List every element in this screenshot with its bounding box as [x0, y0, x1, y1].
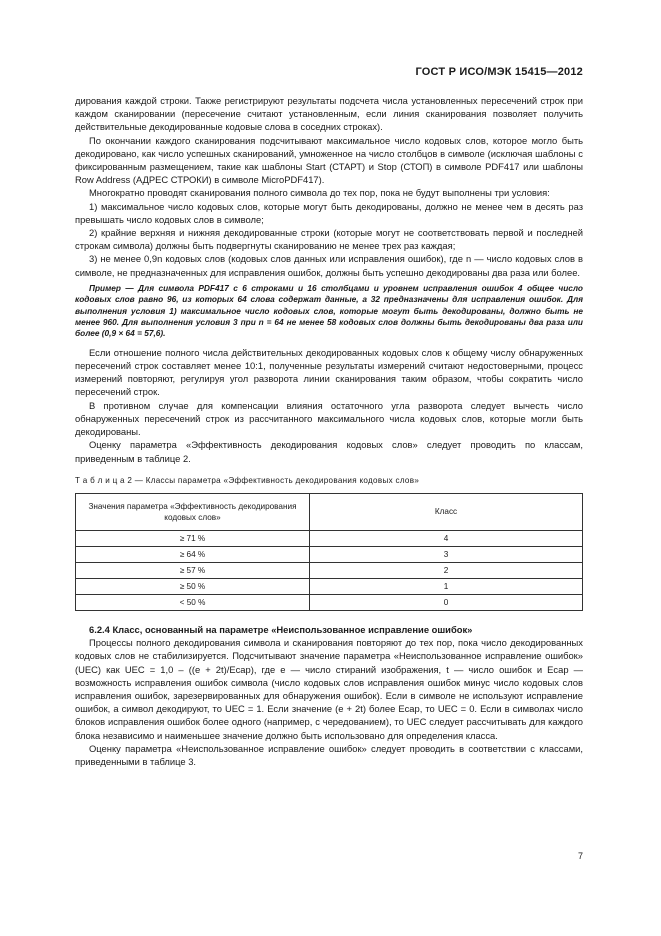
- table-caption: Т а б л и ц а 2 — Классы параметра «Эффективность декодирования кодовых слов»: [75, 475, 420, 485]
- table-cell: 1: [310, 578, 583, 594]
- table-cell: 4: [310, 530, 583, 546]
- table-header-cell: Класс: [310, 493, 583, 530]
- table-row: [76, 546, 583, 562]
- paragraph: Многократно проводят сканирования полного символа до тех пор, пока не будут выполнены три условия:: [89, 187, 550, 199]
- table-cell: < 50 %: [76, 594, 310, 610]
- list-item: 2) крайние верхняя и нижняя декодированные строки (которые могут не соответствовать первой и последней строкам символа) должны быть подвергнуты сканированию не менее трех раз каждая;: [75, 227, 583, 252]
- paragraph: дирования каждой строки. Также регистрируют результаты подсчета числа установленных пересечений строк при каждом сканировании (пересечение считают установленным, если линия сканирования позволяет получить действительные декодированные кодовые слова в соседних строках).: [75, 95, 583, 133]
- paragraph: Если отношение полного числа действительных декодированных кодовых слов к общему числу обнаруженных пересечений строк составляет менее 10:1, полученные результаты измерений считают недостоверными, процесс измерений повторяют, регулируя угол разворота линии сканирования таким образом, чтобы сократить число пересечений строк.: [75, 346, 583, 398]
- table-cell: 2: [310, 562, 583, 578]
- paragraph: Процессы полного декодирования символа и сканирования повторяют до тех пор, пока число декодированных кодовых слов не стабилизируется. Подсчитывают значение параметра «Неиспользованное исправление ошибок» (UEC) как UEC = 1,0 – ((e + 2t)/Eсар), где e — число стираний изображения, t — число ошибок и Eсар — возможность исправления ошибок символа (число кодовых слов исправления ошибок минус число кодовых слов исправления ошибок, зарезервированных для обнаружения ошибок). Если в символе не используют исправление ошибок, а символ декодируют, то UEC = 1. Если значение (e + 2t) более Eсар, то UEC = 0. Если в символах число блоков исправления ошибок более одного (например, с чередованием), то UEC следует рассчитывать для каждого блока независимо и наименьшее значение должно быть использовано для определения класса.: [75, 637, 583, 741]
- table-cell: ≥ 50 %: [76, 578, 310, 594]
- example-note: Пример — Для символа PDF417 с 6 строками и 16 столбцами и уровнем исправления ошибок 4 общее число кодовых слов равно 96, из которых 64 слова содержат данные, а 32 предназначены для исправления ошибок. Для выполнения условия 1) максимальное число кодовых слов, которые могут быть декодированы, должно быть не менее 960. Для выполнения условия 3 при n = 64 не менее 58 кодовых слов должны быть декодированы два раза или более (0,9 × 64 = 57,6).: [75, 282, 583, 339]
- body-text: [75, 94, 583, 768]
- table-header-row: [76, 493, 583, 530]
- table-cell: ≥ 57 %: [76, 562, 310, 578]
- table-row: [76, 562, 583, 578]
- list-item: 3) не менее 0,9n кодовых слов (кодовых слов данных или исправления ошибок), где n — число кодовых слов в символе, не предназначенных для исправления ошибок, должны быть успешно декодированы два раза или более.: [75, 253, 583, 278]
- paragraph: Оценку параметра «Эффективность декодирования кодовых слов» следует проводить по классам, приведенным в таблице 2.: [75, 439, 583, 464]
- table-row: [76, 594, 583, 610]
- page-number: 7: [577, 851, 583, 861]
- table-cell: ≥ 64 %: [76, 546, 310, 562]
- table-row: [76, 530, 583, 546]
- paragraph: По окончании каждого сканирования подсчитывают максимальное число кодовых слов, которое могло быть декодировано, как число успешных сканирований, умноженное на число столбцов в символе (исключая шаблоны с фиксированным размещением, такие как шаблоны Start (СТАРТ) и Stop (СТОП) в символе PDF417 или шаблоны Row Address (АДРЕС СТРОКИ) в символе MicroPDF417).: [75, 134, 583, 186]
- paragraph: В противном случае для компенсации влияния остаточного угла разворота следует вычесть число обнаруженных пересечений строк из рассчитанного максимального числа кодовых слов, которые могли быть декодированы.: [75, 399, 583, 438]
- classes-table: [75, 493, 583, 611]
- section-heading: 6.2.4 Класс, основанный на параметре «Неиспользованное исправление ошибок»: [89, 623, 473, 635]
- table-cell: 3: [310, 546, 583, 562]
- table-header-cell: Значения параметра «Эффективность декодирования кодовых слов»: [76, 493, 310, 530]
- table-cell: ≥ 71 %: [76, 530, 310, 546]
- page-header: ГОСТ Р ИСО/МЭК 15415—2012: [415, 66, 583, 78]
- table-cell: 0: [310, 594, 583, 610]
- table-row: [76, 578, 583, 594]
- list-item: 1) максимальное число кодовых слов, которые могут быть декодированы, должно не менее чем в десять раз превышать число кодовых слов в символе;: [75, 200, 583, 225]
- paragraph: Оценку параметра «Неиспользованное исправление ошибок» следует проводить в соответствии с классами, приведенными в таблице 3.: [75, 742, 583, 767]
